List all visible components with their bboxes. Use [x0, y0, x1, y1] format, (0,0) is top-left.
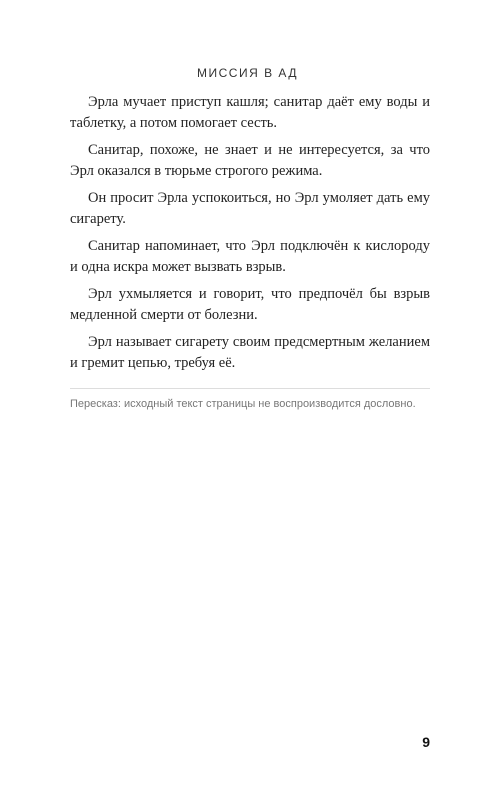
body-text — [70, 92, 430, 412]
paragraph: Санитар, похоже, не знает и не интересуется, за что Эрл оказался в тюрьме строгого режима. — [70, 142, 430, 179]
paragraph: Он просит Эрла успокоиться, но Эрл умоляет дать ему сигарету. — [70, 190, 430, 227]
page-number: 9 — [422, 734, 430, 750]
running-head: МИССИЯ В АД — [197, 66, 298, 80]
paragraph: Санитар напоминает, что Эрл подключён к кислороду и одна искра может вызвать взрыв. — [70, 238, 430, 275]
paragraph: Эрла мучает приступ кашля; санитар даёт ему воды и таблетку, а потом помогает сесть. — [70, 94, 430, 131]
summary-note: Пересказ: исходный текст страницы не воспроизводится дословно. — [70, 388, 430, 412]
paragraph: Эрл называет сигарету своим предсмертным желанием и гремит цепью, требуя её. — [70, 334, 430, 371]
paragraph: Эрл ухмыляется и говорит, что предпочёл бы взрыв медленной смерти от болезни. — [70, 286, 430, 323]
